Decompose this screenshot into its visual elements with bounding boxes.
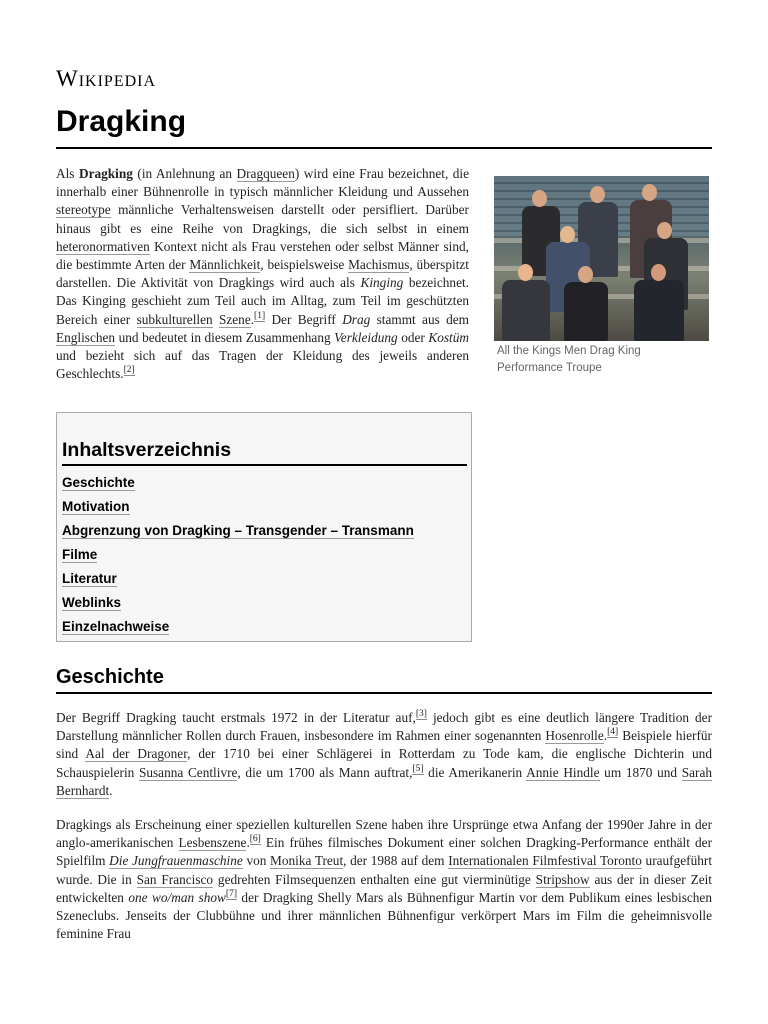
link-lesbenszene[interactable]: Lesbenszene (178, 835, 247, 851)
link-maennlichkeit[interactable]: Männlichkeit (189, 257, 261, 273)
link-monika-treut[interactable]: Monika Treut (270, 853, 344, 869)
link-subkulturellen[interactable]: subkulturellen (136, 311, 213, 327)
bold-term: Dragking (78, 166, 133, 181)
toc-item-literatur[interactable]: Literatur (62, 571, 117, 586)
reference-1[interactable]: [1] (254, 310, 266, 321)
link-heteronormativen[interactable]: heteronormativen (56, 238, 150, 254)
figure-caption: All the Kings Men Drag King Performance Troupe (497, 345, 641, 374)
toc-item-filme[interactable]: Filme (62, 547, 98, 562)
toc-item-motivation[interactable]: Motivation (62, 499, 130, 514)
paragraph-geschichte-2: Dragkings als Erscheinung einer speziellen kulturellen Szene haben ihre Ursprünge etwa Anfang der 1990er Jahre in der anglo-amerikanischen Lesbenszene.[6] Ein frühes filmisches Dokument einer solchen Dragking-Performance enthält der Spielfilm Die Jungfrauenmaschine von Monika Treut, der 1988 auf dem Internationalen Filmfestival Toronto uraufgeführt wurde. Die in San Francisco gedrehten Filmsequenzen enthalten eine gut vierminütige Stripshow aus der in dieser Zeit entwickelten one wo/man show[7] der Dragking Shelly Mars als Bühnenfigur Martin vor dem Publikum eines lesbischen Szeneclubs. Jenseits der Clubbühne und ihrer männlichen Bühnenfigur verkörpert Mars im Film die geheimnisvolle feminine Frau (56, 817, 713, 942)
link-stereotype[interactable]: stereotype (56, 202, 111, 218)
toc-item-einzelnachweise[interactable]: Einzelnachweise (62, 619, 170, 634)
link-aal-der-dragoner[interactable]: Aal der Dragoner (85, 746, 188, 762)
toc-item-weblinks[interactable]: Weblinks (62, 595, 122, 610)
link-stripshow[interactable]: Stripshow (535, 871, 590, 887)
toc-item-geschichte[interactable]: Geschichte (62, 475, 135, 490)
link-filmfestival-toronto[interactable]: Internationalen Filmfestival Toronto (448, 853, 642, 869)
table-of-contents (56, 412, 472, 642)
paragraph-geschichte-1: Der Begriff Dragking taucht erstmals 1972 in der Literatur auf,[3] jedoch gibt es eine deutlich längere Tradition der Darstellung männlicher Rollen durch Frauen, insbesondere im Rahmen einer sogenannten Hosenrolle.[4] Beispiele hierfür sind Aal der Dragoner, der 1710 bei einer Schlägerei in Rotterdam zu Tode kam, die englische Dichterin und Schauspielerin Susanna Centlivre, die um 1700 als Mann auftrat,[5] die Amerikanerin Annie Hindle um 1870 und Sarah Bernhardt. (56, 709, 713, 798)
article-figure (494, 176, 709, 377)
page-title: Dragking (56, 102, 712, 149)
lead-paragraph: Als Dragking (in Anlehnung an Dragqueen) wird eine Frau bezeichnet, die innerhalb einer Bühnenrolle in typisch männlicher Kleidung und Aussehen stereotype männliche Verhaltensweisen darstellt oder persifliert. Darüber hinaus gibt es eine Reihe von Dragkings, die sich selbst in einem heteronormativen Kontext nicht als Frau verstehen oder selbst Männer sind, die bestimmte Arten der Männlichkeit, beispielsweise Machismus, überspitzt darstellen. Die Aktivität von Dragkings wird auch als Kinging bezeichnet. Das Kinging geschieht zum Teil auch im Alltag, zum Teil im geschützten Bereich einer subkulturellen Szene.[1] Der Begriff Drag stammt aus dem Englischen und bedeutet in diesem Zusammenhang Verkleidung oder Kostüm und bezieht sich auf das Tragen der Kleidung des jeweils anderen Geschlechts.[2] (56, 166, 470, 382)
toc-title: Inhaltsverzeichnis (62, 437, 467, 466)
link-dragqueen[interactable]: Dragqueen (236, 166, 295, 181)
reference-5[interactable]: [5] (412, 763, 424, 774)
link-san-francisco[interactable]: San Francisco (136, 871, 214, 887)
link-annie-hindle[interactable]: Annie Hindle (526, 764, 600, 780)
link-sarah-bernhardt[interactable]: Sarah Bernhardt (56, 764, 713, 798)
toc-list (62, 471, 414, 639)
reference-6[interactable]: [6] (249, 834, 261, 845)
link-szene[interactable]: Szene (218, 311, 251, 327)
link-englischen[interactable]: Englischen (56, 329, 116, 345)
reference-4[interactable]: [4] (607, 727, 619, 738)
link-die-jungfrauenmaschine[interactable]: Die Jungfrauenmaschine (109, 853, 243, 869)
reference-7[interactable]: [7] (225, 888, 237, 899)
toc-item-abgrenzung[interactable]: Abgrenzung von Dragking – Transgender – Transmann (62, 523, 414, 538)
reference-3[interactable]: [3] (415, 709, 427, 719)
wikipedia-wordmark[interactable]: Wikipedia (56, 66, 157, 91)
section-heading-geschichte: Geschichte (56, 664, 712, 694)
link-machismus[interactable]: Machismus (348, 257, 410, 273)
drag-king-troupe-photo[interactable] (494, 176, 709, 341)
link-susanna-centlivre[interactable]: Susanna Centlivre (138, 764, 238, 780)
reference-2[interactable]: [2] (123, 365, 135, 376)
link-hosenrolle[interactable]: Hosenrolle (545, 728, 604, 744)
